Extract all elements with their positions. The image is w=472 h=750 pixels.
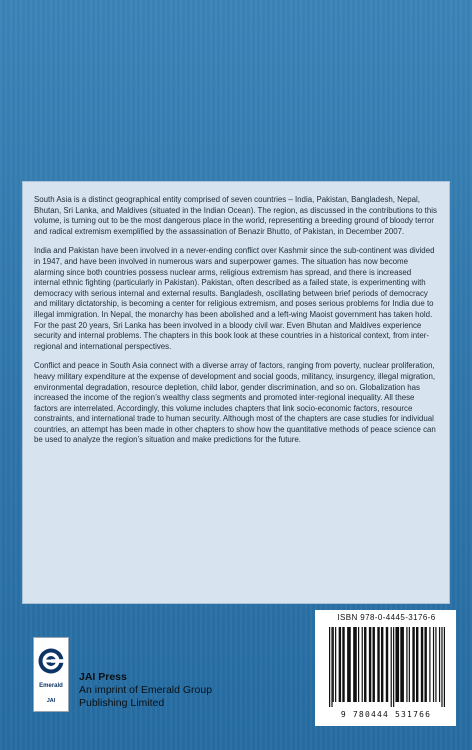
isbn-barcode-box — [315, 610, 456, 726]
publisher-line-1: An imprint of Emerald Group — [79, 684, 213, 696]
barcode-bar — [377, 627, 379, 702]
barcode-bar — [364, 627, 366, 702]
description-paragraph-1: South Asia is a distinct geographical entity comprised of seven countries – India, Pakistan, Bangladesh, Nepal, Bhutan, Sri Lanka, and Maldives (situated in the Indian Ocean). The region, as discussed in the contributions to this volume, is turning out to be the most dangerous place in the world, representing a breeding ground of bloody terror and radical extremism exemplified by the assassination of Benazir Bhutto, of Pakistan, in December 2007. — [34, 195, 437, 236]
barcode-bar — [331, 627, 332, 707]
barcode-bar — [339, 627, 341, 702]
barcode-bar — [353, 627, 357, 702]
isbn-label: ISBN 978-0-4445-3176-6 — [337, 613, 436, 622]
barcode-bar — [439, 627, 440, 702]
barcode-bar — [444, 627, 445, 707]
barcode-bar — [386, 627, 388, 702]
publisher-name: JAI Press — [79, 671, 127, 683]
barcode-bar — [381, 627, 383, 702]
publisher-line-2: Publishing Limited — [79, 697, 165, 709]
barcode-bar — [400, 627, 404, 702]
barcode-bar — [373, 627, 375, 702]
description-paragraph-3: Conflict and peace in South Asia connect with a diverse array of factors, ranging from poverty, nuclear proliferation, heavy military expenditure at the expense of development and social goods, militancy, insurgency, illegal migration, environmental degradation, resource depletion, child labor, gender discrimination, and so on. Globalization has increased the income of the region’s wealthy class segments and promoted inter-regional inequality. All these factors are interrelated. Accordingly, this volume includes chapters that link socio-economic factors, resource constraints, and international trade to human security. Although most of the chapters are case studies for individual countries, an attempt has been made in other chapters to show how the quantitative methods of peace science can be used to analyze the region’s situation and make predictions for the future. — [34, 361, 436, 445]
barcode-bar — [335, 627, 336, 702]
barcode-bar — [441, 627, 442, 707]
barcode-bar — [391, 627, 392, 707]
barcode-bar — [421, 627, 423, 702]
barcode-bar — [412, 627, 414, 702]
barcode-bar — [424, 627, 426, 702]
emerald-e-icon — [37, 641, 65, 681]
emerald-logo — [33, 637, 69, 712]
barcode-bar — [406, 627, 407, 702]
barcode-bar — [433, 627, 434, 702]
publisher-block — [79, 671, 279, 710]
barcode-bar — [329, 627, 330, 707]
logo-imprint: JAI — [46, 698, 56, 704]
isbn-digits: 9 780444 531766 — [340, 710, 432, 719]
description-panel — [22, 181, 450, 604]
barcode-bar — [369, 627, 371, 702]
barcode-bar — [409, 627, 410, 702]
barcode-bar — [416, 627, 418, 702]
description-paragraph-2: India and Pakistan have been involved in a never-ending conflict over Kashmir since the sub-continent was divided in 1947, and have been involved in numerous wars and superpower games. The situation has now become alarming since both countries possess nuclear arms, religious extremism has spread, and there is increased internal ethnic fighting (particularly in Pakistan). Pakistan, often described as a failed state, is experimenting with democracy with serious internal and external results. Bangladesh, oscillating between brief periods of democracy and military dictatorship, is becoming a center for religious extremism, and poses serious problems for India due to illegal immigration. In Nepal, the monarchy has been abolished and a left-wing Maoist government has taken hold. For the past 20 years, Sri Lanka has been involved in a bloody civil war. Even Bhutan and Maldives experience security and internal problems. The chapters in this book look at these countries in a historical context, from inter-regional and international perspectives. — [34, 246, 435, 351]
barcode-bar — [347, 627, 351, 702]
barcode-bar — [393, 627, 394, 707]
barcode-bar — [395, 627, 399, 702]
barcode-bar — [358, 627, 359, 702]
barcode-bar — [435, 627, 436, 702]
barcode-bar — [342, 627, 344, 702]
barcode-bar — [333, 627, 334, 702]
barcode-bar — [429, 627, 430, 702]
barcode-bar — [362, 627, 363, 702]
barcode-icon — [327, 627, 447, 707]
logo-wordmark: Emerald — [39, 683, 63, 689]
